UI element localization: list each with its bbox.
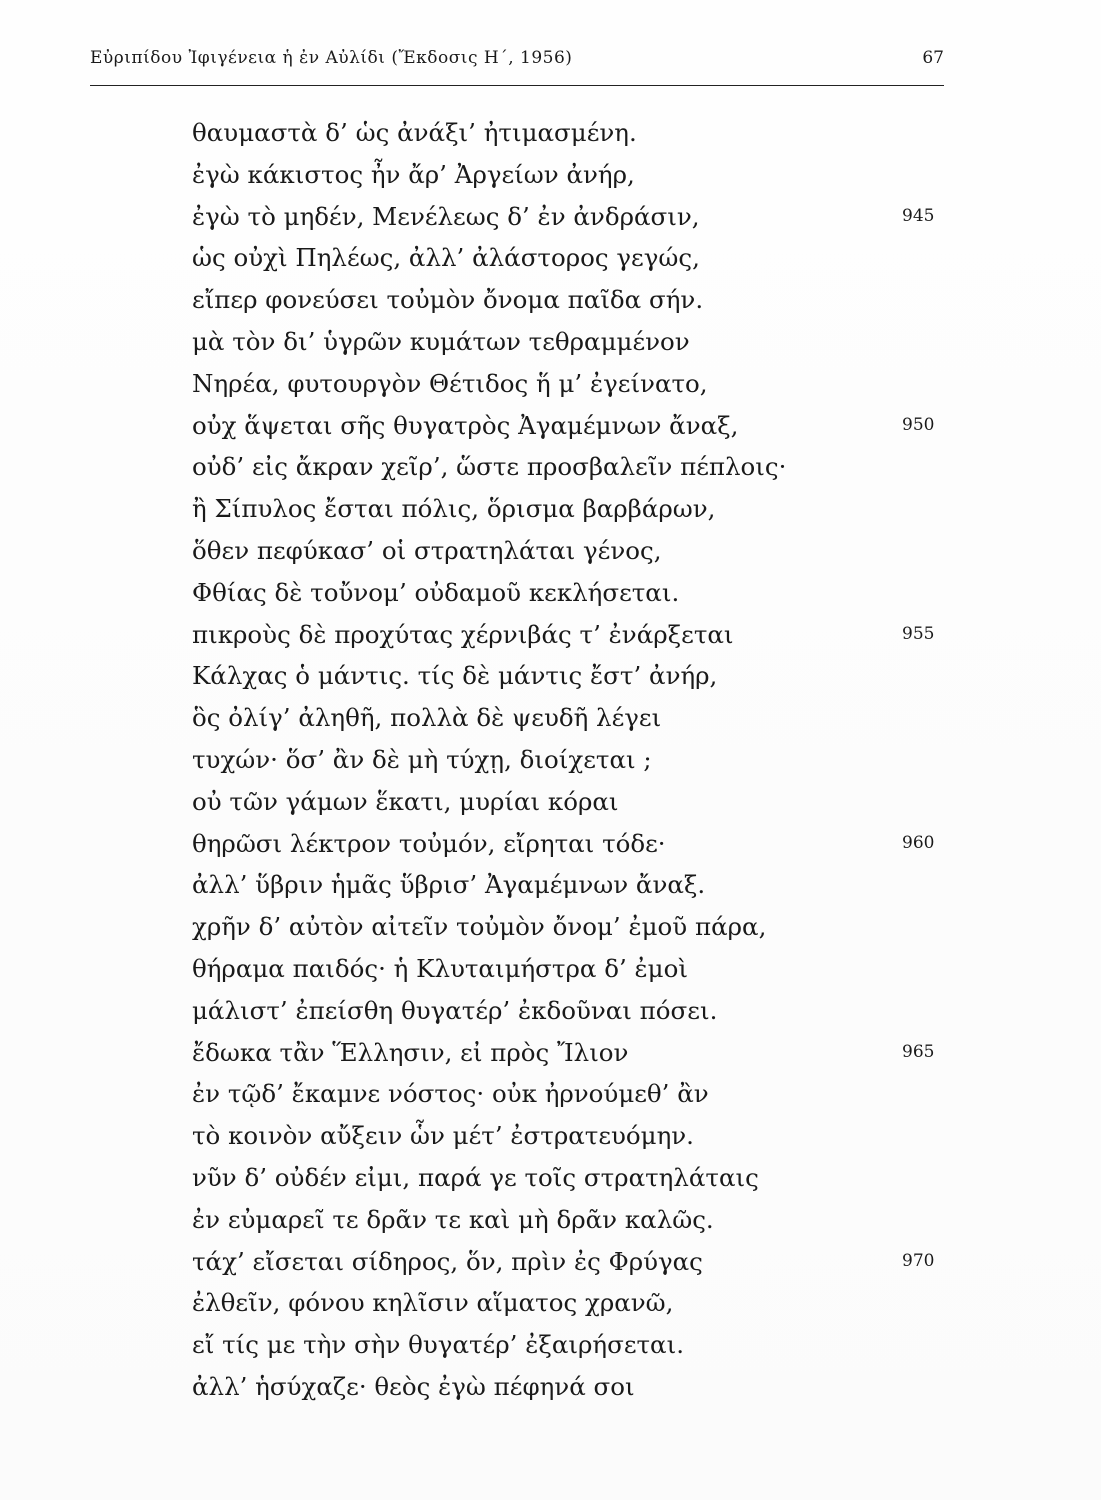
verse-line <box>192 488 952 530</box>
verse-text: ὃς ὀλίγ’ ἀληθῆ, πολλὰ δὲ ψευδῆ λέγει <box>192 703 662 733</box>
verse-text: ἀλλ’ ὕβριν ἡμᾶς ὕβρισ’ Ἀγαμέμνων ἄναξ. <box>192 870 706 900</box>
verse-text: τυχών· ὅσ’ ἂν δὲ μὴ τύχῃ, διοίχεται ; <box>192 744 652 774</box>
verse-line <box>192 990 952 1032</box>
verse-line <box>192 321 952 363</box>
verse-text: τάχ’ εἴσεται σίδηρος, ὅν, πρὶν ἐς Φρύγας <box>192 1246 703 1276</box>
verse-line <box>192 196 952 238</box>
verse-line <box>192 237 952 279</box>
verse-text: ἢ Σίπυλος ἔσται πόλις, ὅρισμα βαρβάρων, <box>192 494 716 524</box>
verse-line <box>192 405 952 447</box>
verse-text: Φθίας δὲ τοὔνομ’ οὐδαμοῦ κεκλήσεται. <box>192 577 680 607</box>
verse-line <box>192 1115 952 1157</box>
verse-line <box>192 572 952 614</box>
verse-text: ἐλθεῖν, φόνου κηλῖσιν αἵματος χρανῶ, <box>192 1288 674 1318</box>
verse-text: θηρῶσι λέκτρον τοὐμόν, εἴρηται τόδε· <box>192 828 666 858</box>
verse-text: χρῆν δ’ αὐτὸν αἰτεῖν τοὐμὸν ὄνομ’ ἐμοῦ πάρα, <box>192 912 767 942</box>
verse-line <box>192 363 952 405</box>
verse-line <box>192 1282 952 1324</box>
verse-line <box>192 1032 952 1074</box>
verse-text: ἐν εὐμαρεῖ τε δρᾶν τε καὶ μὴ δρᾶν καλῶς. <box>192 1204 714 1234</box>
verse-text: οὐδ’ εἰς ἄκραν χεῖρ’, ὥστε προσβαλεῖν πέπλοις· <box>192 452 787 482</box>
verse-line <box>192 614 952 656</box>
verse-line <box>192 530 952 572</box>
verse-line <box>192 1199 952 1241</box>
verse-text: εἴπερ φονεύσει τοὐμὸν ὄνομα παῖδα σήν. <box>192 285 704 315</box>
verse-text: ὡς οὐχὶ Πηλέως, ἀλλ’ ἀλάστορος γεγώς, <box>192 243 700 273</box>
page-number: 67 <box>922 48 944 68</box>
verse-text: ἔδωκα τἂν Ἕλλησιν, εἰ πρὸς Ἴλιον <box>192 1037 629 1067</box>
verse-line <box>192 154 952 196</box>
verse-line <box>192 1241 952 1283</box>
verse-line <box>192 446 952 488</box>
line-number: 950 <box>902 414 935 435</box>
line-number: 945 <box>902 205 935 226</box>
running-title: Εὐριπίδου Ἰφιγένεια ἡ ἐν Αὐλίδι (Ἔκδοσις Η΄, 1956) <box>90 48 573 68</box>
verse-text: ὅθεν πεφύκασ’ οἱ στρατηλάται γένος, <box>192 535 662 565</box>
verse-text: ἐγὼ τὸ μηδέν, Μενέλεως δ’ ἐν ἀνδράσιν, <box>192 201 700 231</box>
verse-line <box>192 697 952 739</box>
verse-text: ἀλλ’ ἡσύχαζε· θεὸς ἐγὼ πέφηνά σοι <box>192 1371 635 1401</box>
verse-line <box>192 906 952 948</box>
verse-line <box>192 1073 952 1115</box>
verse-line <box>192 112 952 154</box>
line-number: 970 <box>902 1250 935 1271</box>
verse-line <box>192 948 952 990</box>
verse-text: ἐγὼ κάκιστος ἦν ἄρ’ Ἀργείων ἀνήρ, <box>192 159 635 189</box>
verse-line <box>192 1157 952 1199</box>
verse-line <box>192 1366 952 1408</box>
verse-text: ἐν τῷδ’ ἔκαμνε νόστος· οὐκ ἠρνούμεθ’ ἂν <box>192 1079 709 1109</box>
line-number: 955 <box>902 623 935 644</box>
verse-text: μάλιστ’ ἐπείσθη θυγατέρ’ ἐκδοῦναι πόσει. <box>192 995 718 1025</box>
verse-text: Κάλχας ὁ μάντις. τίς δὲ μάντις ἔστ’ ἀνήρ, <box>192 661 718 691</box>
verse-text: μὰ τὸν δι’ ὑγρῶν κυμάτων τεθραμμένον <box>192 326 690 356</box>
line-number: 960 <box>902 832 935 853</box>
verse-text: θαυμαστὰ δ’ ὡς ἀνάξι’ ἠτιμασμένη. <box>192 118 637 147</box>
verse-text: θήραμα παιδός· ἡ Κλυταιμήστρα δ’ ἐμοὶ <box>192 953 688 983</box>
verse-line <box>192 781 952 823</box>
verse-text: οὐχ ἅψεται σῆς θυγατρὸς Ἀγαμέμνων ἄναξ, <box>192 410 739 440</box>
header-rule <box>90 85 944 86</box>
line-number: 965 <box>902 1041 935 1062</box>
verse-text: νῦν δ’ οὐδέν εἰμι, παρά γε τοῖς στρατηλάταις <box>192 1162 759 1192</box>
verse-line <box>192 823 952 865</box>
verse-block <box>192 112 952 1408</box>
verse-line <box>192 739 952 781</box>
verse-line <box>192 655 952 697</box>
verse-text: εἴ τίς με τὴν σὴν θυγατέρ’ ἐξαιρήσεται. <box>192 1330 684 1360</box>
verse-line <box>192 1324 952 1366</box>
verse-text: πικροὺς δὲ προχύτας χέρνιβάς τ’ ἐνάρξεται <box>192 619 734 649</box>
verse-line <box>192 864 952 906</box>
verse-text: οὐ τῶν γάμων ἕκατι, μυρίαι κόραι <box>192 786 619 816</box>
verse-text: Νηρέα, φυτουργὸν Θέτιδος ἥ μ’ ἐγείνατο, <box>192 368 708 398</box>
verse-text: τὸ κοινὸν αὔξειν ὧν μέτ’ ἐστρατευόμην. <box>192 1121 694 1151</box>
verse-line <box>192 279 952 321</box>
running-head <box>90 48 944 78</box>
